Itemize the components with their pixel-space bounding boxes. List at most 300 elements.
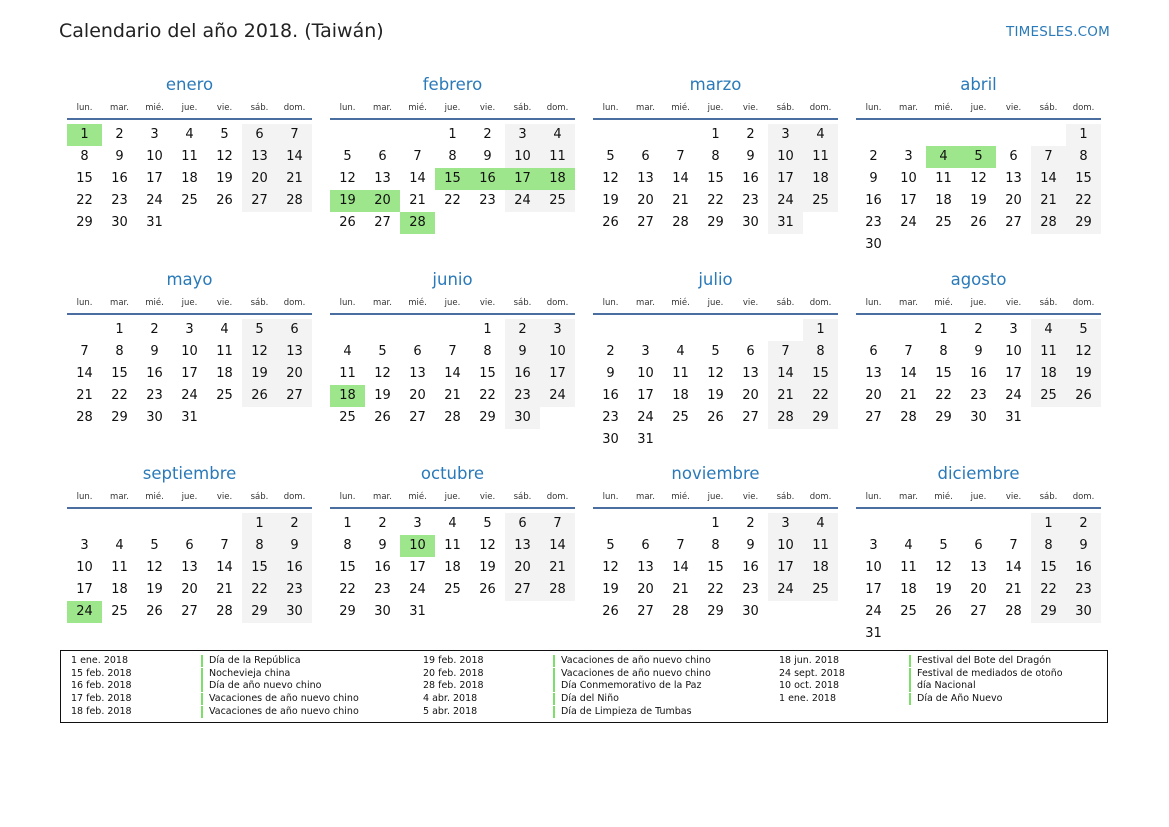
- day-cell: 6: [641, 538, 650, 553]
- weekend-day-cell: 20: [242, 168, 277, 190]
- day-cell: 20: [742, 388, 759, 403]
- weekend-day-cell: 30: [505, 407, 540, 429]
- weekday-label: vie.: [742, 298, 759, 308]
- day-cell: 25: [672, 410, 689, 425]
- weekday-label: sáb.: [1039, 492, 1058, 502]
- day-cell: 21: [1005, 582, 1022, 597]
- day-cell: 30: [111, 215, 128, 230]
- day-cell: 1: [711, 127, 720, 142]
- holiday-day-cell: 17: [505, 168, 540, 190]
- weekday-header: [593, 102, 838, 120]
- day-cell: 20: [865, 388, 882, 403]
- weekend-day-cell: 2: [1066, 513, 1101, 535]
- legend-holiday-name: Festival del Bote del Dragón: [917, 655, 1052, 666]
- day-cell: 13: [409, 366, 426, 381]
- weekend-day-cell: 20: [505, 557, 540, 579]
- legend-date: 18 jun. 2018: [779, 655, 840, 666]
- legend-holiday-name: Día de Limpieza de Tumbas: [561, 705, 692, 717]
- weekend-day-cell: 24: [505, 190, 540, 212]
- day-cell: 3: [150, 127, 159, 142]
- day-cell: 23: [970, 388, 987, 403]
- empty-cell: [733, 319, 768, 341]
- legend-row: [423, 655, 711, 668]
- legend-holiday-marker: [553, 693, 555, 705]
- weekend-day-cell: 30: [277, 601, 312, 623]
- day-cell: 26: [339, 215, 356, 230]
- day-cell: 5: [220, 127, 229, 142]
- day-cell: 20: [409, 388, 426, 403]
- legend-date: 10 oct. 2018: [779, 680, 840, 692]
- weekend-day-cell: 24: [768, 190, 803, 212]
- weekend-day-cell: 4: [540, 124, 575, 146]
- month-name: febrero: [422, 75, 483, 94]
- day-cell: 11: [672, 366, 689, 381]
- day-cell: 24: [409, 582, 426, 597]
- day-cell: 15: [707, 560, 724, 575]
- weekday-label: mié.: [408, 492, 427, 502]
- day-cell: 20: [637, 193, 654, 208]
- day-cell: 2: [746, 516, 755, 531]
- day-cell: 16: [970, 366, 987, 381]
- weekend-day-cell: 25: [803, 190, 838, 212]
- day-cell: 13: [181, 560, 198, 575]
- day-cell: 20: [970, 582, 987, 597]
- month-mayo: [67, 269, 312, 429]
- weekend-day-cell: 17: [768, 557, 803, 579]
- brand-link[interactable]: TIMESLES.COM: [1006, 24, 1110, 40]
- weekday-label: dom.: [809, 103, 832, 113]
- day-cell: 3: [869, 538, 878, 553]
- day-cell: 15: [935, 366, 952, 381]
- day-cell: 1: [115, 322, 124, 337]
- day-cell: 7: [413, 149, 422, 164]
- weekend-day-cell: 24: [540, 385, 575, 407]
- legend-holiday-name: Nochevieja china: [209, 667, 291, 679]
- day-cell: 5: [939, 538, 948, 553]
- day-cell: 3: [185, 322, 194, 337]
- day-cell: 23: [865, 215, 882, 230]
- day-cell: 25: [900, 604, 917, 619]
- weekday-header: [593, 297, 838, 315]
- weekday-label: mar.: [373, 492, 392, 502]
- weekday-label: mar.: [373, 298, 392, 308]
- day-cell: 21: [216, 582, 233, 597]
- weekday-label: mié.: [671, 103, 690, 113]
- weekend-day-cell: 8: [242, 535, 277, 557]
- day-cell: 26: [374, 410, 391, 425]
- day-cell: 13: [742, 366, 759, 381]
- legend-holiday-marker: [201, 680, 203, 692]
- legend-holiday-marker: [553, 706, 555, 718]
- day-cell: 17: [409, 560, 426, 575]
- weekend-day-cell: 3: [540, 319, 575, 341]
- day-cell: 25: [444, 582, 461, 597]
- weekend-day-cell: 27: [277, 385, 312, 407]
- month-name: junio: [432, 270, 473, 289]
- weekend-day-cell: 9: [277, 535, 312, 557]
- weekday-label: mar.: [899, 492, 918, 502]
- day-cell: 14: [900, 366, 917, 381]
- day-cell: 3: [641, 344, 650, 359]
- day-cell: 11: [181, 149, 198, 164]
- legend-row: [779, 693, 1063, 706]
- weekday-label: sáb.: [1039, 298, 1058, 308]
- day-cell: 28: [900, 410, 917, 425]
- weekday-label: jue.: [707, 492, 724, 502]
- weekday-label: jue.: [444, 103, 461, 113]
- day-cell: 12: [479, 538, 496, 553]
- legend-row: [71, 706, 359, 719]
- day-cell: 26: [970, 215, 987, 230]
- weekday-header: [330, 491, 575, 509]
- days-grid: [593, 124, 838, 234]
- day-cell: 19: [146, 582, 163, 597]
- weekend-day-cell: 29: [242, 601, 277, 623]
- empty-cell: [365, 319, 400, 341]
- day-cell: 31: [865, 626, 882, 641]
- empty-cell: [856, 124, 891, 146]
- month-junio: [330, 269, 575, 429]
- day-cell: 26: [602, 604, 619, 619]
- legend-holiday-name: Vacaciones de año nuevo chino: [209, 693, 359, 705]
- legend-date: 28 feb. 2018: [423, 680, 484, 692]
- weekend-day-cell: 14: [1031, 168, 1066, 190]
- day-cell: 5: [378, 344, 387, 359]
- legend-holiday-marker: [201, 655, 203, 667]
- day-cell: 21: [444, 388, 461, 403]
- empty-cell: [698, 319, 733, 341]
- day-cell: 4: [448, 516, 457, 531]
- empty-cell: [891, 513, 926, 535]
- weekday-label: vie.: [479, 298, 496, 308]
- weekend-day-cell: 26: [1066, 385, 1101, 407]
- legend-holiday-marker: [909, 680, 911, 692]
- empty-cell: [330, 124, 365, 146]
- weekend-day-cell: 11: [540, 146, 575, 168]
- weekend-day-cell: 25: [803, 579, 838, 601]
- day-cell: 17: [1005, 366, 1022, 381]
- weekday-label: mié.: [145, 103, 164, 113]
- day-cell: 9: [378, 538, 387, 553]
- legend-date: 24 sept. 2018: [779, 667, 845, 679]
- empty-cell: [926, 124, 961, 146]
- month-name: marzo: [689, 75, 742, 94]
- day-cell: 26: [935, 604, 952, 619]
- weekend-day-cell: 21: [540, 557, 575, 579]
- day-cell: 25: [181, 193, 198, 208]
- legend-holiday-marker: [201, 693, 203, 705]
- holiday-day-cell: 19: [330, 190, 365, 212]
- day-cell: 19: [479, 560, 496, 575]
- holiday-day-cell: 18: [330, 385, 365, 407]
- empty-cell: [67, 319, 102, 341]
- day-cell: 14: [409, 171, 426, 186]
- day-cell: 13: [1005, 171, 1022, 186]
- legend-date: 16 feb. 2018: [71, 680, 132, 692]
- day-cell: 25: [339, 410, 356, 425]
- legend-date: 1 ene. 2018: [779, 693, 836, 705]
- day-cell: 26: [602, 215, 619, 230]
- weekend-day-cell: 10: [505, 146, 540, 168]
- weekday-label: dom.: [283, 298, 306, 308]
- day-cell: 27: [374, 215, 391, 230]
- legend-row: [423, 668, 711, 681]
- page-title: Calendario del año 2018. (Taiwán): [59, 20, 384, 42]
- day-cell: 2: [869, 149, 878, 164]
- day-cell: 12: [216, 149, 233, 164]
- day-cell: 24: [637, 410, 654, 425]
- day-cell: 13: [637, 560, 654, 575]
- weekday-label: mié.: [408, 103, 427, 113]
- weekend-day-cell: 16: [505, 363, 540, 385]
- day-cell: 16: [742, 560, 759, 575]
- empty-cell: [926, 513, 961, 535]
- weekend-day-cell: 11: [803, 146, 838, 168]
- empty-cell: [593, 513, 628, 535]
- holiday-day-cell: 1: [67, 124, 102, 146]
- day-cell: 31: [637, 432, 654, 447]
- day-cell: 30: [374, 604, 391, 619]
- day-cell: 10: [637, 366, 654, 381]
- weekend-day-cell: 11: [1031, 341, 1066, 363]
- legend-holiday-marker: [201, 706, 203, 718]
- day-cell: 1: [483, 322, 492, 337]
- weekend-day-cell: 13: [277, 341, 312, 363]
- weekday-label: vie.: [1005, 298, 1022, 308]
- legend-date: 19 feb. 2018: [423, 655, 484, 666]
- weekday-label: mar.: [373, 103, 392, 113]
- day-cell: 31: [1005, 410, 1022, 425]
- legend-holiday-name: Festival de mediados de otoño: [917, 667, 1063, 679]
- legend-holiday-name: Vacaciones de año nuevo chino: [561, 667, 711, 679]
- weekend-day-cell: 13: [505, 535, 540, 557]
- day-cell: 15: [339, 560, 356, 575]
- weekend-day-cell: 10: [768, 146, 803, 168]
- day-cell: 9: [974, 344, 983, 359]
- legend-date: 17 feb. 2018: [71, 693, 132, 705]
- day-cell: 15: [111, 366, 128, 381]
- day-cell: 30: [865, 237, 882, 252]
- month-octubre: [330, 463, 575, 623]
- day-cell: 17: [637, 388, 654, 403]
- weekday-label: jue.: [970, 298, 987, 308]
- day-cell: 5: [150, 538, 159, 553]
- day-cell: 11: [900, 560, 917, 575]
- weekday-label: vie.: [479, 103, 496, 113]
- holiday-day-cell: 28: [400, 212, 435, 234]
- weekday-label: vie.: [216, 492, 233, 502]
- legend-holiday-name: Día del Niño: [561, 693, 619, 705]
- weekend-day-cell: 26: [242, 385, 277, 407]
- weekend-day-cell: 7: [277, 124, 312, 146]
- day-cell: 2: [150, 322, 159, 337]
- day-cell: 10: [146, 149, 163, 164]
- day-cell: 8: [115, 344, 124, 359]
- day-cell: 22: [339, 582, 356, 597]
- weekday-label: jue.: [707, 298, 724, 308]
- weekend-day-cell: 1: [1066, 124, 1101, 146]
- day-cell: 5: [711, 344, 720, 359]
- day-cell: 11: [216, 344, 233, 359]
- weekend-day-cell: 15: [1031, 557, 1066, 579]
- day-cell: 4: [115, 538, 124, 553]
- day-cell: 1: [939, 322, 948, 337]
- weekday-label: mié.: [934, 298, 953, 308]
- day-cell: 6: [641, 149, 650, 164]
- day-cell: 18: [216, 366, 233, 381]
- weekday-label: sáb.: [776, 492, 795, 502]
- empty-cell: [891, 319, 926, 341]
- day-cell: 18: [111, 582, 128, 597]
- weekday-label: mar.: [899, 103, 918, 113]
- weekday-label: mié.: [145, 492, 164, 502]
- weekend-day-cell: 3: [505, 124, 540, 146]
- day-cell: 2: [483, 127, 492, 142]
- empty-cell: [593, 319, 628, 341]
- day-cell: 14: [216, 560, 233, 575]
- day-cell: 28: [444, 410, 461, 425]
- day-cell: 7: [676, 149, 685, 164]
- day-cell: 23: [374, 582, 391, 597]
- empty-cell: [891, 124, 926, 146]
- day-cell: 15: [479, 366, 496, 381]
- day-cell: 9: [606, 366, 615, 381]
- day-cell: 19: [216, 171, 233, 186]
- day-cell: 12: [602, 171, 619, 186]
- weekday-header: [67, 297, 312, 315]
- day-cell: 26: [146, 604, 163, 619]
- weekday-label: vie.: [742, 492, 759, 502]
- legend-holiday-name: Día de Año Nuevo: [917, 693, 1003, 705]
- day-cell: 29: [76, 215, 93, 230]
- day-cell: 25: [111, 604, 128, 619]
- day-cell: 13: [637, 171, 654, 186]
- day-cell: 12: [707, 366, 724, 381]
- empty-cell: [663, 319, 698, 341]
- weekend-day-cell: 16: [1066, 557, 1101, 579]
- weekday-label: lun.: [76, 492, 93, 502]
- weekday-label: dom.: [283, 492, 306, 502]
- weekday-label: lun.: [602, 298, 619, 308]
- day-cell: 9: [746, 538, 755, 553]
- day-cell: 15: [707, 171, 724, 186]
- day-cell: 7: [80, 344, 89, 359]
- days-grid: [856, 513, 1101, 645]
- day-cell: 20: [181, 582, 198, 597]
- day-cell: 11: [935, 171, 952, 186]
- day-cell: 24: [146, 193, 163, 208]
- weekday-header: [67, 102, 312, 120]
- weekend-day-cell: 21: [768, 385, 803, 407]
- day-cell: 17: [146, 171, 163, 186]
- day-cell: 18: [181, 171, 198, 186]
- weekday-header: [593, 491, 838, 509]
- weekend-day-cell: 18: [803, 557, 838, 579]
- weekday-label: dom.: [1072, 103, 1095, 113]
- weekday-label: sáb.: [250, 103, 269, 113]
- weekend-day-cell: 18: [803, 168, 838, 190]
- day-cell: 10: [76, 560, 93, 575]
- weekend-day-cell: 15: [242, 557, 277, 579]
- weekend-day-cell: 8: [1066, 146, 1101, 168]
- weekday-label: mar.: [899, 298, 918, 308]
- day-cell: 3: [904, 149, 913, 164]
- empty-cell: [856, 513, 891, 535]
- empty-cell: [628, 124, 663, 146]
- day-cell: 9: [746, 149, 755, 164]
- day-cell: 23: [111, 193, 128, 208]
- day-cell: 26: [216, 193, 233, 208]
- month-name: abril: [960, 75, 997, 94]
- weekday-label: lun.: [76, 103, 93, 113]
- day-cell: 10: [181, 344, 198, 359]
- weekday-label: dom.: [1072, 492, 1095, 502]
- day-cell: 21: [900, 388, 917, 403]
- day-cell: 6: [1009, 149, 1018, 164]
- month-enero: [67, 74, 312, 234]
- month-name: noviembre: [671, 464, 760, 483]
- day-cell: 27: [1005, 215, 1022, 230]
- day-cell: 18: [935, 193, 952, 208]
- legend-date: 4 abr. 2018: [423, 693, 478, 705]
- day-cell: 27: [865, 410, 882, 425]
- legend-holiday-marker: [553, 655, 555, 667]
- legend-holiday-name: Día de año nuevo chino: [209, 680, 322, 692]
- weekend-day-cell: 1: [803, 319, 838, 341]
- day-cell: 2: [974, 322, 983, 337]
- legend-holiday-marker: [909, 668, 911, 680]
- day-cell: 28: [216, 604, 233, 619]
- weekend-day-cell: 15: [803, 363, 838, 385]
- weekend-day-cell: 9: [505, 341, 540, 363]
- day-cell: 19: [602, 582, 619, 597]
- day-cell: 22: [76, 193, 93, 208]
- days-grid: [67, 513, 312, 623]
- day-cell: 23: [602, 410, 619, 425]
- day-cell: 15: [76, 171, 93, 186]
- empty-cell: [856, 319, 891, 341]
- weekday-label: sáb.: [513, 492, 532, 502]
- day-cell: 31: [146, 215, 163, 230]
- day-cell: 27: [970, 604, 987, 619]
- day-cell: 16: [742, 171, 759, 186]
- weekend-day-cell: 8: [1031, 535, 1066, 557]
- weekend-day-cell: 2: [505, 319, 540, 341]
- day-cell: 26: [479, 582, 496, 597]
- holiday-day-cell: 10: [400, 535, 435, 557]
- day-cell: 22: [935, 388, 952, 403]
- weekday-label: mié.: [408, 298, 427, 308]
- day-cell: 30: [602, 432, 619, 447]
- weekday-label: vie.: [216, 298, 233, 308]
- month-julio: [593, 269, 838, 451]
- day-cell: 9: [115, 149, 124, 164]
- month-agosto: [856, 269, 1101, 429]
- holiday-legend: [60, 650, 1108, 723]
- empty-cell: [67, 513, 102, 535]
- day-cell: 12: [146, 560, 163, 575]
- day-cell: 1: [711, 516, 720, 531]
- weekend-day-cell: 3: [768, 513, 803, 535]
- legend-column-2: [423, 655, 711, 718]
- weekend-day-cell: 4: [803, 124, 838, 146]
- day-cell: 2: [746, 127, 755, 142]
- day-cell: 29: [707, 215, 724, 230]
- day-cell: 3: [80, 538, 89, 553]
- weekend-day-cell: 15: [1066, 168, 1101, 190]
- weekend-day-cell: 30: [1066, 601, 1101, 623]
- day-cell: 12: [602, 560, 619, 575]
